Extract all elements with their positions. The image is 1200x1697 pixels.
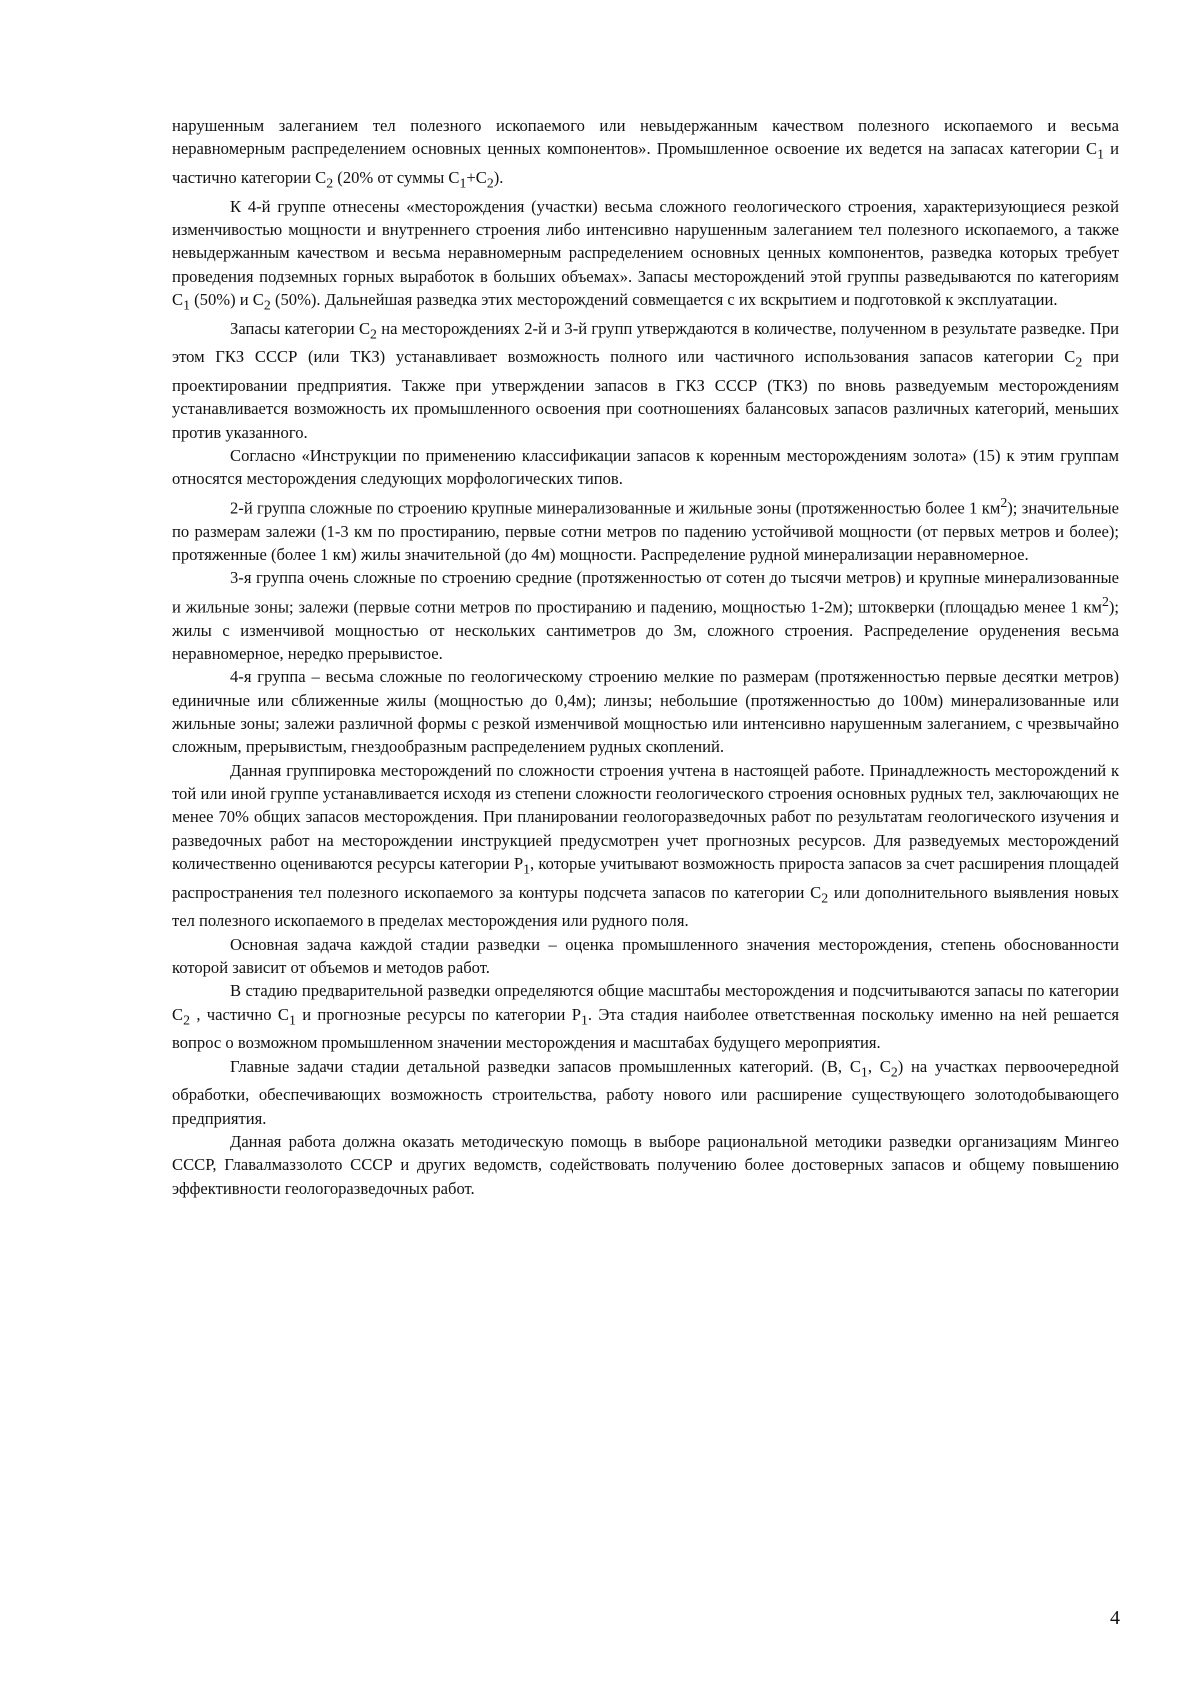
paragraph <box>172 195 1119 317</box>
subscript: 2 <box>890 1063 898 1079</box>
subscript: 2 <box>486 175 494 191</box>
text-run: 2-й группа сложные по строению крупные минерализованные и жильные зоны (протяженностью более 1 км <box>230 498 1001 518</box>
text-run: 4-я группа – весьма сложные по геологическому строению мелкие по размерам (протяженностью первые десятки метров) единичные или сближенные жилы (мощностью до 0,4м); линзы; небольшие (протяженностью до 100м) минерализованные или жильные зоны; залежи различной формы с резкой изменчивой мощностью или интенсивно нарушенным залеганием, с чрезвычайно сложным, прерывистым, гнездообразным распределением рудных скоплений. <box>172 667 1119 757</box>
text-run: . Эта стадия наиболее ответственная поскольку именно на ней решается вопрос о возможном промышленном значении месторождения и масштабах будущего мероприятия. <box>172 1004 1119 1053</box>
paragraph <box>172 114 1119 195</box>
subscript: 2 <box>263 297 271 313</box>
text-run: Запасы категории С <box>230 318 371 338</box>
text-run: В стадию предварительной разведки определяются общие масштабы месторождения и подсчитываются запасы по категории С <box>172 981 1119 1024</box>
subscript: 1 <box>459 175 467 191</box>
text-run: Данная группировка месторождений по сложности строения учтена в настоящей работе. Принадлежность месторождений к той или иной группе устанавливается исходя из степени сложности геологического строения основных рудных тел, заключающих не менее 70% общих запасов месторождения. При планировании геологоразведочных работ по результатам геологического изучения и разведочных работ на месторождении инструкцией предусмотрен учет прогнозных ресурсов. Для разведуемых месторождений количественно оцениваются ресурсы категории Р <box>172 760 1119 873</box>
text-run: на месторождениях 2-й и 3-й групп утверждаются в количестве, полученном в результате разведке. При этом ГКЗ СССР (или ТКЗ) устанавливает возможность полного или частичного использования запасов категории С <box>172 318 1119 367</box>
text-run: (50%). Дальнейшая разведка этих месторождений совмещается с их вскрытием и подготовкой к эксплуатации. <box>270 290 1058 310</box>
text-run: нарушенным залеганием тел полезного ископаемого или невыдержанным качеством полезного ископаемого и весьма неравномерным распределением основных ценных компонентов». Промышленное освоение их ведется на запасах категории С <box>172 116 1119 159</box>
text-run: и прогнозные ресурсы по категории Р <box>295 1004 581 1024</box>
subscript: 2 <box>821 889 829 905</box>
text-run: , частично С <box>190 1004 289 1024</box>
paragraph <box>172 1130 1119 1200</box>
subscript: 1 <box>860 1063 868 1079</box>
text-run: при проектировании предприятия. Также при утверждении запасов в ГКЗ СССР (ТКЗ) по вновь разведуемым месторождениям устанавливается возможность их промышленного освоения при соотношениях балансовых запасов различных категорий, меньших против указанного. <box>172 347 1119 442</box>
text-run: Согласно «Инструкции по применению классификации запасов к коренным месторождениям золота» (15) к этим группам относятся месторождения следующих морфологических типов. <box>172 446 1119 489</box>
text-run: 3-я группа очень сложные по строению средние (протяженностью от сотен до тысячи метров) и крупные минерализованные и жильные зоны; залежи (первые сотни метров по простиранию и падению, мощностью 1-2м); штокверки (площадью менее 1 км <box>172 568 1119 617</box>
paragraph <box>172 759 1119 933</box>
body-text <box>172 114 1119 1200</box>
text-run: (20% от суммы С <box>333 168 460 187</box>
page-number: 4 <box>1110 1607 1120 1629</box>
subscript: 2 <box>1075 354 1083 370</box>
subscript: 1 <box>183 297 190 313</box>
text-run: или дополнительного выявления новых тел полезного ископаемого в пределах месторождения или рудного поля. <box>172 882 1119 931</box>
subscript: 2 <box>183 1011 190 1027</box>
subscript: 2 <box>326 175 334 191</box>
paragraph <box>172 1055 1119 1130</box>
subscript: 1 <box>580 1011 588 1027</box>
text-run: К 4-й группе отнесены «месторождения (участки) весьма сложного геологического строения, характеризующиеся резкой изменчивостью мощности и внутреннего строения либо интенсивно нарушенным залеганием тел полезного ископаемого, а также невыдержанным качеством и весьма неравномерным распределением основных ценных компонентов, разведка которых требует проведения подземных горных выработок в больших объемах». Запасы месторождений этой группы разведываются по категориям С <box>172 196 1119 310</box>
text-run: ) на участках первоочередной обработки, обеспечивающих возможность строительства, работу нового или расширение существующего золотодобывающего предприятия. <box>172 1056 1119 1128</box>
paragraph <box>172 933 1119 980</box>
paragraph <box>172 444 1119 491</box>
paragraph <box>172 566 1119 665</box>
text-run: ); жилы с изменчивой мощностью от нескольких сантиметров до 3м, сложного строения. Распределение оруденения весьма неравномерное, нередко прерывистое. <box>172 597 1119 663</box>
text-run: , которые учитывают возможность прироста запасов за счет расширения площадей распространения тел полезного ископаемого за контуры подсчета запасов по категории С <box>172 853 1119 902</box>
text-run: и частично категории С <box>172 139 1119 187</box>
superscript: 2 <box>1101 593 1109 609</box>
superscript: 2 <box>1000 494 1008 510</box>
subscript: 2 <box>370 326 377 341</box>
text-run: ). <box>493 168 504 187</box>
paragraph <box>172 317 1119 444</box>
text-run: Данная работа должна оказать методическую помощь в выборе рациональной методики разведки организациям Мингео СССР, Главалмаззолото СССР и других ведомств, содействовать получению более достоверных запасов и общему повышению эффективности геологоразведочных работ. <box>172 1131 1119 1198</box>
paragraph <box>172 979 1119 1054</box>
text-run: Основная задача каждой стадии разведки – оценка промышленного значения месторождения, степень обоснованности которой зависит от объемов и методов работ. <box>172 934 1119 977</box>
subscript: 1 <box>288 1011 296 1027</box>
paragraph <box>172 665 1119 758</box>
text-run: Главные задачи стадии детальной разведки запасов промышленных категорий. (В, С <box>230 1056 861 1076</box>
text-run: ); значительные по размерам залежи (1-3 км по простиранию, первые сотни метров по падению устойчивой мощности (от первых метров и более); протяженные (более 1 км) жилы значительной (до 4м) мощности. Распределение рудной минерализации неравномерное. <box>172 498 1119 564</box>
subscript: 1 <box>523 861 530 877</box>
text-run: (50%) и С <box>190 290 264 310</box>
paragraph <box>172 491 1119 567</box>
text-run: , С <box>867 1056 891 1076</box>
subscript: 1 <box>1097 146 1105 162</box>
text-run: +С <box>466 168 487 187</box>
